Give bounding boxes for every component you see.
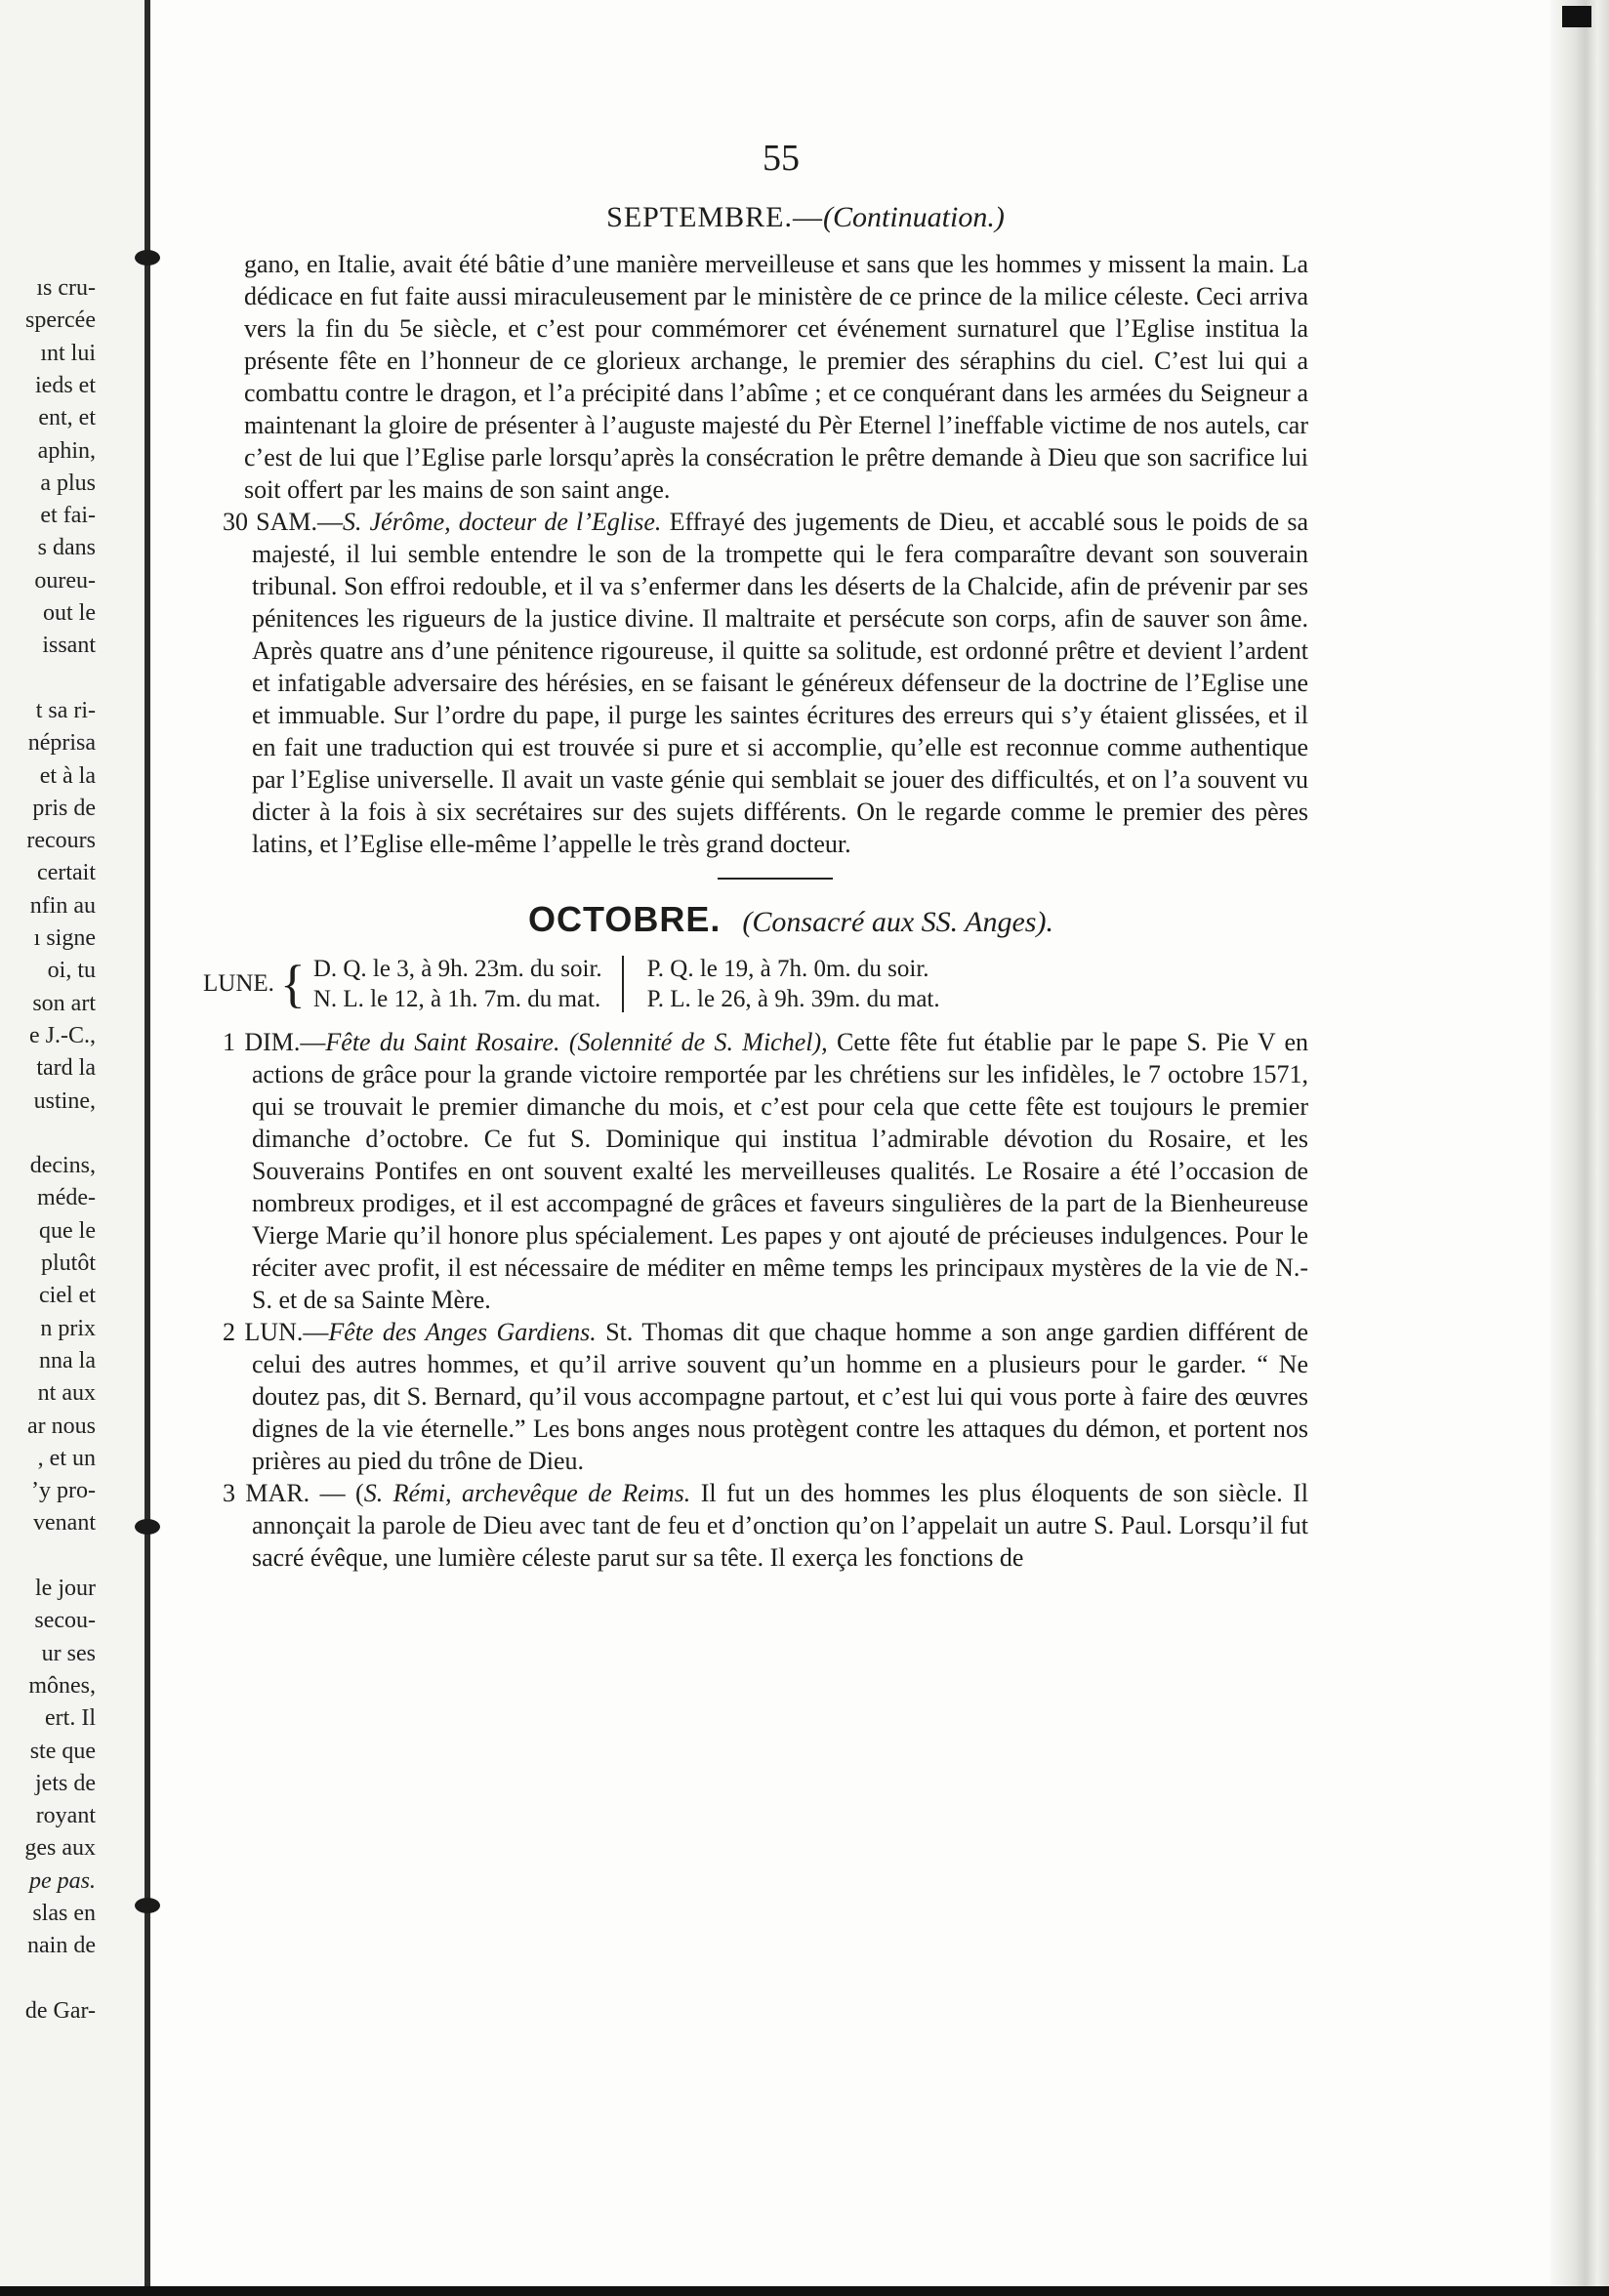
facing-page-fragment: nt aux xyxy=(37,1380,96,1407)
facing-page-fragment: pris de xyxy=(32,795,96,821)
main-page-content xyxy=(176,137,1347,1574)
feast-entry-sept-30 xyxy=(223,506,1308,860)
moon-phase-line: P. Q. le 19, à 7h. 0m. du soir. xyxy=(646,956,929,982)
feast-entry-oct-3 xyxy=(223,1477,1309,1574)
moon-phase-line: P. L. le 26, à 9h. 39m. du mat. xyxy=(646,986,940,1012)
facing-page-fragment: ’y pro- xyxy=(31,1478,96,1504)
entry-day: 2 LUN.— xyxy=(223,1318,329,1346)
facing-page-fragment: certait xyxy=(37,860,96,886)
facing-page-fragment: médе- xyxy=(37,1185,96,1211)
entry-title: S. Rémi, archevêque de Reims. xyxy=(363,1479,691,1507)
moon-phases-label: LUNE. xyxy=(203,970,274,997)
facing-page-fragment: secou- xyxy=(34,1608,96,1634)
facing-page-fragment: recours xyxy=(26,828,96,854)
binding-stitch xyxy=(135,1898,160,1913)
page-stack-edge xyxy=(1550,0,1609,2296)
facing-page-fragment: e J.-C., xyxy=(29,1022,96,1048)
book-binding xyxy=(144,0,150,2296)
september-heading xyxy=(264,201,1347,234)
facing-page-fragment: nain de xyxy=(27,1933,96,1959)
facing-page-fragment: pe pas. xyxy=(29,1867,96,1894)
facing-page-fragment: venant xyxy=(33,1510,96,1537)
facing-page-fragment: ieds et xyxy=(35,372,96,398)
entry-title-extra: (Solennité de S. Michel), xyxy=(568,1028,828,1056)
facing-page-fragment: néprisa xyxy=(27,730,96,757)
facing-page-fragment: son art xyxy=(32,990,96,1016)
column-separator xyxy=(622,956,624,1012)
facing-page-fragment: ur ses xyxy=(41,1640,96,1666)
entry-text: Effrayé des jugements de Dieu, et accablé sous le poids de sa majesté, il lui semble entendre le son de la trompette qui le fera comparaître devant son souverain tribunal. Son effroi redouble, et il va s’enfermer dans les déserts de la Chalcide, afin de prévenir par ses pénitences les rigueurs de la justice divine. Il maltraite et persécute son corps, afin de sauver son âme. Après quatre ans d’une pénitence rigoureuse, il quitte sa solitude, est ordonné prêtre et devient l’ardent et infatigable adversaire des hérésies, en se faisant le généreux défenseur de la doctrine de l’Eglise une et immuable. Sur l’ordre du pape, il purge les saintes écritures des erreurs qui s’y étaient glissées, et il en fait une traduction qui est trouvée si pure et si accomplie, qu’elle est reconnue comme authentique par l’Eglise universelle. Il avait un vaste génie qui semblait se jouer des difficultés, et on l’a souvent vu dicter à la fois à six secrétaires sur des sujets différents. On le regarde comme le premier des pères latins, et l’Eglise elle-même l’appelle le très grand docteur. xyxy=(252,508,1308,858)
facing-page-fragment: slas en xyxy=(32,1901,96,1926)
facing-page-fragment: spercée xyxy=(25,308,96,334)
facing-page-fragment: et à la xyxy=(39,762,96,789)
facing-page-fragment: ent, et xyxy=(38,405,96,431)
facing-page-edge xyxy=(0,0,146,2296)
facing-page-fragment: ges aux xyxy=(24,1835,96,1862)
facing-page-fragment: issant xyxy=(42,633,96,659)
facing-page-fragment: , et un xyxy=(37,1445,96,1471)
binding-stitch xyxy=(135,250,160,266)
facing-page-fragment: plutôt xyxy=(40,1250,96,1276)
facing-page-fragment: oureu- xyxy=(34,567,96,594)
page-number: 55 xyxy=(763,138,800,179)
facing-page-fragment: aphin, xyxy=(37,437,96,464)
moon-phases-left xyxy=(313,954,602,1014)
facing-page-fragment: tard la xyxy=(36,1055,96,1082)
facing-page-fragment: de Gar- xyxy=(24,1997,96,2024)
facing-page-fragment: ar nous xyxy=(27,1413,96,1439)
section-divider xyxy=(718,878,833,880)
facing-page-fragment: mônes, xyxy=(28,1672,96,1699)
september-heading-text: SEPTEMBRE.— xyxy=(606,201,824,233)
facing-page-fragment: decins, xyxy=(29,1153,96,1179)
entry-title: Fête des Anges Gardiens. xyxy=(328,1318,597,1346)
corner-scan-mark xyxy=(1562,6,1591,27)
facing-page-fragment: et fai- xyxy=(40,503,96,529)
facing-page-fragment: n prix xyxy=(40,1315,96,1341)
facing-page-fragment: royant xyxy=(35,1803,96,1829)
facing-page-fragment: ı signe xyxy=(33,925,96,951)
entry-title: S. Jérôme, docteur de l’Eglise. xyxy=(343,508,662,536)
facing-page-fragment: oi, tu xyxy=(47,958,96,984)
facing-page-fragment: ustine, xyxy=(33,1087,96,1114)
facing-page-fragment: ciel et xyxy=(39,1283,96,1309)
entry-text: Cette fête fut établie par le pape S. Pie V en actions de grâce pour la grande victoire remportée par les chrétiens sur les infidèles, le 7 octobre 1571, qui se trouvait le premier dimanche du mois, et c’est pour cela que cette fête est toujours le premier dimanche d’octobre. Ce fut S. Dominique qui institua l’admirable dévotion du Rosaire, et les Souverains Pontifes en ont souvent exalté les merveilleuses qualités. Le Rosaire a été l’occasion de nombreux prodiges, et il est accompagné de grâces et faveurs singulières de la part de la Bienheureuse Vierge Marie qu’il honore plus spécialement. Les papes y ont ajouté de précieuses indulgences. Pour le réciter avec profit, il est nécessaire de méditer en même temps les principaux mystères de la vie de N.-S. et de sa Sainte Mère. xyxy=(252,1028,1309,1314)
facing-page-fragment: ınt lui xyxy=(40,340,96,366)
entry-text: Il fut un des hommes les plus éloquents de son siècle. Il annonçait la parole de Dieu avec tant de feu et d’onction qu’on l’appelait un autre S. Paul. Lorsqu’il fut sacré évêque, une lumière céleste parut sur sa tête. Il exerça les fonctions de xyxy=(252,1479,1309,1572)
entry-day: 3 MAR. — ( xyxy=(223,1479,364,1507)
facing-page-fragment: s dans xyxy=(37,535,96,561)
facing-page-fragment: jets de xyxy=(35,1770,96,1796)
feast-entry-oct-1 xyxy=(223,1026,1309,1316)
october-title: OCTOBRE. xyxy=(528,899,722,939)
entry-day: 30 SAM.— xyxy=(223,508,343,536)
facing-page-fragment: ıs cru- xyxy=(36,275,96,301)
entry-title: Fête du Saint Rosaire. xyxy=(325,1028,560,1056)
september-continuation-paragraph: gano, en Italie, avait été bâtie d’une manière merveilleuse et sans que les hommes y missent la main. La dédicace en fut faite aussi miraculeusement par le ministère de ce prince de la milice céleste. Ceci arriva vers la fin du 5e siècle, et c’est pour commémorer cet événement surnaturel que l’Eglise institua la présente fête en l’honneur de ce glorieux archange, le premier des séraphins du ciel. C’est lui qui a combattu contre le dragon, et l’a précipité dans l’abîme ; et ce conquérant dans les armées du Seigneur a maintenant la gloire de présenter à l’auguste majesté du Pèr Eternel l’ineffable victime de nos autels, car c’est de lui que l’Eglise parle lorsqu’après la consécration le prêtre demande à Dieu que son sacrifice lui soit offert par les mains de son saint ange. xyxy=(244,250,1308,504)
moon-phases-right xyxy=(647,954,940,1014)
october-heading xyxy=(234,899,1347,940)
scan-border xyxy=(0,2286,1609,2296)
moon-phase-line: N. L. le 12, à 1h. 7m. du mat. xyxy=(312,986,601,1012)
october-subtitle: (Consacré aux SS. Anges). xyxy=(742,906,1053,938)
entry-day: 1 DIM.— xyxy=(223,1028,326,1056)
facing-page-fragment: le jour xyxy=(35,1576,96,1601)
facing-page-fragment: nfin au xyxy=(29,892,96,919)
facing-page-fragment: ste que xyxy=(29,1738,96,1764)
moon-phase-line: D. Q. le 3, à 9h. 23m. du soir. xyxy=(312,956,602,982)
binding-stitch xyxy=(135,1519,160,1535)
facing-page-fragment: t sa ri- xyxy=(35,697,96,723)
brace-glyph: { xyxy=(279,955,306,1013)
facing-page-fragment: a plus xyxy=(40,470,96,496)
facing-page-fragment: nna la xyxy=(39,1347,96,1374)
moon-phases xyxy=(203,954,1347,1014)
facing-page-fragment: out le xyxy=(43,600,96,626)
september-heading-italic: (Continuation.) xyxy=(823,201,1005,233)
facing-page-fragment: ert. Il xyxy=(45,1705,96,1732)
feast-entry-oct-2 xyxy=(223,1316,1308,1477)
entry-text: St. Thomas dit que chaque homme a son ange gardien différent de celui des autres hommes, et qu’il arrive souvent qu’un homme en a plusieurs pour le garder. “ Ne doutez pas, dit S. Bernard, qu’il vous accompagne partout, et c’est lui qui vous porte à faire des œuvres dignes de la vie éternelle.” Les bons anges nous protègent contre les attaques du démon, et portent nos prières au pied du trône de Dieu. xyxy=(252,1318,1308,1475)
facing-page-fragment: que le xyxy=(39,1217,96,1244)
